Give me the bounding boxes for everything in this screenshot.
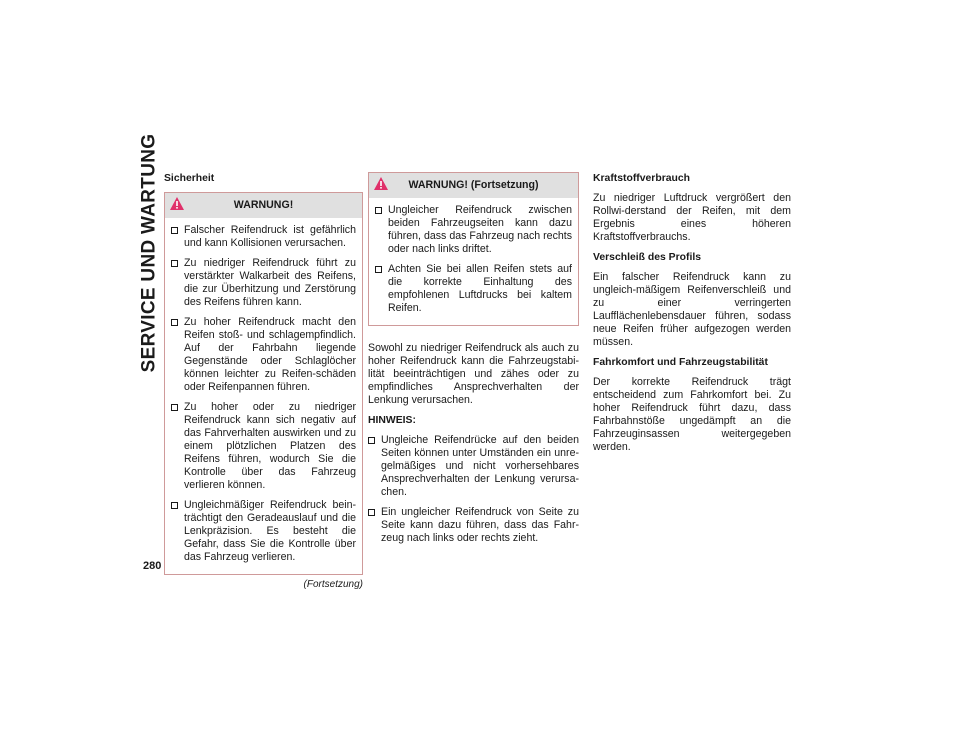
side-section-title-text: SERVICE UND WARTUNG: [138, 133, 159, 372]
side-section-title: [137, 133, 161, 372]
square-bullet-icon: [368, 509, 375, 516]
list-item: Ungleichmäßiger Reifendruck bein-trächtigt den Geradeauslauf und die Lenkpräzision. Es besteht die Gefahr, dass Sie die Kontrolle über das Fahrzeug verlieren.: [171, 499, 356, 564]
warning-header: [369, 173, 578, 198]
list-item: Zu hoher oder zu niedriger Reifendruck kann sich negativ auf das Fahrverhalten auswirken und zu einem plötzlichen Platzen des Reifens führen, wodurch Sie die Kontrolle über das Fahrzeug verlieren können.: [171, 401, 356, 492]
warning-title: WARNUNG!: [233, 199, 294, 211]
body-paragraph: Sowohl zu niedriger Reifendruck als auch zu hoher Reifendruck kann die Fahrzeugstabi-lität beeinträchtigen und zähes oder zu empfindliches Ansprechverhalten der Lenkung verursachen.: [368, 342, 579, 406]
square-bullet-icon: [171, 260, 178, 267]
square-bullet-icon: [375, 207, 382, 214]
section-text: Ein falscher Reifendruck kann zu ungleich-mäßigem Reifenverschleiß und zu einer verringerten Laufflächenlebensdauer führen, sodass neue Reifen früher aufgezogen werden müssen.: [593, 271, 791, 348]
list-item: Achten Sie bei allen Reifen stets auf die korrekte Einhaltung des empfohlenen Luftdrucks bei kaltem Reifen.: [375, 263, 572, 315]
section-heading: Verschleiß des Profils: [593, 252, 701, 263]
list-item: Ungleiche Reifendrücke auf den beiden Seiten können unter Umständen ein unre-gelmäßiges und nicht vorhersehbares Ansprechverhalten der Lenkung verursa-chen.: [368, 434, 579, 499]
section-heading: Kraftstoffverbrauch: [593, 173, 690, 184]
column-2: [368, 172, 579, 552]
section-text: Der korrekte Reifendruck trägt entscheidend zum Fahrkomfort bei. Zu hoher Reifendruck führt dazu, dass Fahrbahnstöße ungedämpft an die Fahrzeuginsassen weitergegeben werden.: [593, 376, 791, 453]
list-item: Ein ungleicher Reifendruck von Seite zu Seite kann dazu führen, dass das Fahr-zeug nach links oder rechts zieht.: [368, 506, 579, 545]
square-bullet-icon: [171, 319, 178, 326]
list-item: Ungleicher Reifendruck zwischen beiden Fahrzeugseiten kann dazu führen, dass das Fahrzeug nach rechts oder nach links driftet.: [375, 204, 572, 256]
section-text: Zu niedriger Luftdruck vergrößert den Rollwi-derstand der Reifen, mit dem Ergebnis eines höheren Kraftstoffverbrauchs.: [593, 192, 791, 243]
warning-box: [164, 192, 363, 575]
list-item: Zu hoher Reifendruck macht den Reifen stoß- und schlagempfindlich. Auf der Fahrbahn liegende Gegenstände oder Schlaglöcher können leichter zu Reifen-schäden oder Reifenpannen führen.: [171, 316, 356, 394]
section-heading: Fahrkomfort und Fahrzeugstabilität: [593, 357, 768, 368]
warning-box-continued: [368, 172, 579, 326]
square-bullet-icon: [171, 404, 178, 411]
square-bullet-icon: [368, 437, 375, 444]
column-3: [593, 172, 791, 461]
square-bullet-icon: [375, 266, 382, 273]
square-bullet-icon: [171, 227, 178, 234]
column-1: [164, 172, 363, 591]
continued-note: (Fortsetzung): [303, 579, 363, 590]
square-bullet-icon: [171, 502, 178, 509]
warning-triangle-icon: [169, 196, 185, 211]
warning-title: WARNUNG! (Fortsetzung): [408, 179, 539, 191]
list-item: Zu niedriger Reifendruck führt zu verstärkter Walkarbeit des Reifens, die zur Überhitzung und Zerstörung des Reifens führen kann.: [171, 257, 356, 309]
page-number: 280: [143, 560, 162, 572]
warning-header: [165, 193, 362, 218]
list-item: Falscher Reifendruck ist gefährlich und kann Kollisionen verursachen.: [171, 224, 356, 250]
note-heading: HINWEIS:: [368, 415, 416, 426]
warning-triangle-icon: [373, 176, 389, 191]
section-heading-sicherheit: Sicherheit: [164, 173, 215, 184]
